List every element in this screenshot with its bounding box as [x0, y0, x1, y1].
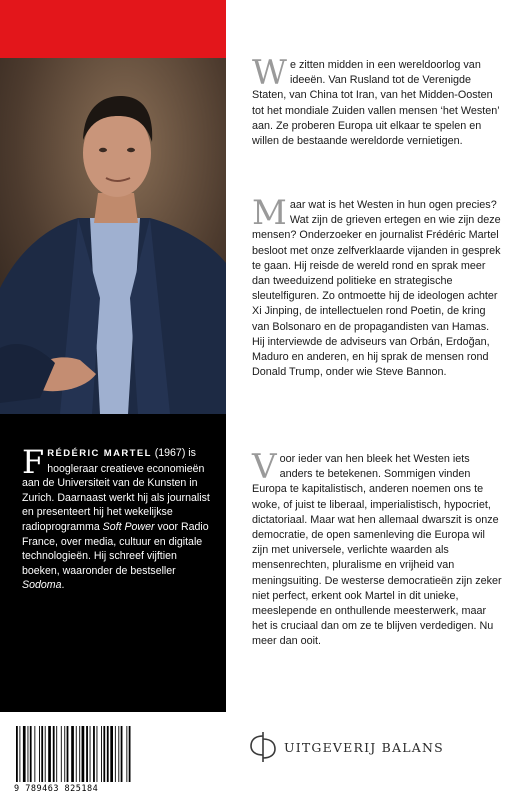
barcode-bar	[67, 726, 69, 782]
barcode-bar	[97, 726, 98, 782]
barcode-bar	[93, 726, 95, 782]
paragraph-1-text: e zitten midden in een wereldoorlog van ideeën. Van Rusland tot de Verenigde Staten, van China tot Iran, van het Midden-Oosten tot het mondiale Zuiden vallen mensen ‘het Westen’ aan. Ze proberen Europa uit elkaar te spelen en willen de bestaande wereldorde vernietigen.	[252, 59, 500, 148]
bio-drop-cap: F	[22, 443, 45, 481]
barcode-bar	[115, 726, 116, 782]
barcode-bar	[45, 726, 46, 782]
blurb-paragraph-1	[252, 53, 502, 149]
barcode-bar	[79, 726, 80, 782]
barcode-bar	[86, 726, 88, 782]
drop-cap-2: M	[252, 193, 287, 233]
barcode-bar	[129, 726, 131, 782]
barcode-bar	[48, 726, 51, 782]
publisher-name: UITGEVERIJ BALANS	[284, 739, 444, 755]
barcode-bar	[107, 726, 109, 782]
barcode-bar	[16, 726, 18, 782]
bio-program-title: Soft Power	[102, 520, 155, 533]
paragraph-3-text: oor ieder van hen bleek het Westen iets anders te betekenen. Sommigen vinden Europa te kapitalistisch, anderen noemen ons te woke, of juist te liberaal, imperialistisch, hypocriet, dictatoriaal. Maar wat hen allemaal dwarszit is onze democratie, de open samenleving die Europa wil zijn met universele, verlichte waarden als mensenrechten, pluralisme en vrijheid van meningsuiting. De westerse democratieën zijn zeker niet perfect, erkent ook Martel in dit unieke, meeslepende en onthullende meesterwerk, maar het is cruciaal dan om ze te blijven verdedigen. Nu meer dan ooit.	[252, 453, 502, 648]
publisher-mark	[248, 730, 444, 764]
author-bio	[22, 443, 212, 593]
bio-text-part1: (1967) is hoogleraar creatieve economieën aan de Universiteit van de Kunsten in Zurich. Daarnaast werkt hij als journalist en presenteert hij het wekelijkse radioprogramma	[22, 447, 210, 533]
author-photo	[0, 58, 226, 414]
back-cover-right-column	[226, 0, 521, 800]
isbn-barcode	[14, 726, 170, 782]
bio-book-title: Sodoma	[22, 579, 62, 592]
barcode-bar	[53, 726, 55, 782]
barcode-bar	[39, 726, 40, 782]
barcode-bar	[28, 726, 29, 782]
barcode-bar	[76, 726, 77, 782]
barcode-bar	[34, 726, 35, 782]
barcode-bar	[90, 726, 91, 782]
blurb-paragraph-2	[252, 193, 502, 380]
barcode-bar	[121, 726, 123, 782]
barcode-bar	[64, 726, 65, 782]
barcode-bar	[101, 726, 102, 782]
barcode-bar	[110, 726, 113, 782]
blurb-paragraph-3	[252, 447, 502, 650]
bio-text-part3: .	[61, 579, 65, 592]
drop-cap-3: V	[252, 447, 277, 487]
paragraph-2-text: aar wat is het Westen in hun ogen precies? Wat zijn de grieven ertegen en wie zijn deze mensen? Onderzoeker en journalist Frédéric Martel besloot met onze zelfverklaarde vijanden in gesprek te gaan. Hij reisde de wereld rond en sprak meer dan tweeduizend politieke en strategische sleutelfiguren. Zo ontmoette hij de ideologen achter Xi Jinping, de intellectuelen rond Poetin, de kring van Bolsonaro en de propagandisten van Hamas. Hij interviewde de adviseurs van Orbán, Erdoğan, Maduro en anderen, en hij sprak de mensen rond Donald Trump, onder wie Steve Bannon.	[252, 199, 501, 379]
red-band	[0, 0, 226, 58]
barcode-bar	[41, 726, 43, 782]
isbn-number: 9 789463 825184	[14, 784, 99, 794]
bio-text-part2: voor Radio France, over media, cultuur en digitale technologieën. Hij schreef vijftien boeken, waaronder de bestseller	[22, 520, 209, 577]
author-name: RÉDÉRIC MARTEL	[47, 448, 152, 459]
author-bio-panel	[0, 414, 226, 712]
barcode-bar	[19, 726, 20, 782]
back-cover-left-column	[0, 0, 226, 800]
barcode-bar	[23, 726, 26, 782]
balans-logo-icon	[248, 730, 278, 764]
barcode-bar	[126, 726, 127, 782]
drop-cap-1: W	[252, 53, 287, 93]
barcode-bar	[30, 726, 32, 782]
barcode-bar	[118, 726, 119, 782]
barcode-area	[0, 712, 226, 800]
barcode-bar	[82, 726, 85, 782]
barcode-bar	[61, 726, 62, 782]
barcode-bar	[56, 726, 57, 782]
barcode-bar	[71, 726, 74, 782]
barcode-bar	[103, 726, 105, 782]
